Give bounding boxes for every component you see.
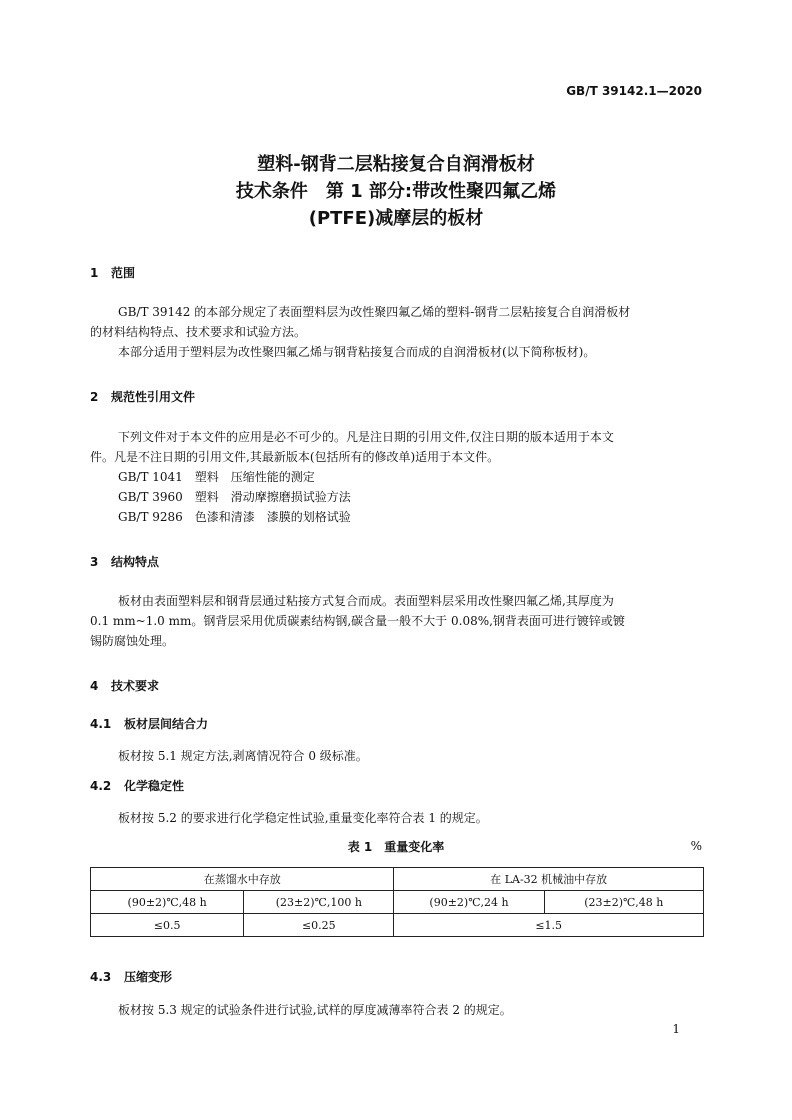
section-number: 1 xyxy=(90,266,99,280)
reference-item: GB/T 3960 塑料 滑动摩擦磨损试验方法 xyxy=(118,490,351,504)
title-line-1: 塑料-钢背二层粘接复合自润滑板材 xyxy=(257,154,535,175)
table-condition-cell: (23±2)℃,100 h xyxy=(244,891,394,914)
section-3-line-1: 板材由表面塑料层和钢背层通过粘接方式复合而成。表面塑料层采用改性聚四氟乙烯,其厚度为 xyxy=(118,594,614,608)
table-value-cell: ≤0.25 xyxy=(244,914,394,937)
table-value-cell: ≤1.5 xyxy=(394,914,704,937)
section-title: 技术要求 xyxy=(111,679,160,693)
reference-item: GB/T 9286 色漆和清漆 漆膜的划格试验 xyxy=(118,510,351,524)
table-1-caption: 表 1 重量变化率 xyxy=(347,840,445,854)
section-number: 3 xyxy=(90,555,99,569)
subsection-title: 板材层间结合力 xyxy=(124,717,209,731)
table-1-unit: % xyxy=(690,839,702,853)
section-title: 范围 xyxy=(111,266,136,280)
section-number: 4 xyxy=(90,679,99,693)
subsection-number: 4.2 xyxy=(90,779,112,793)
title-line-2: 技术条件 第 1 部分:带改性聚四氟乙烯 xyxy=(235,181,557,202)
section-3-line-3: 锡防腐蚀处理。 xyxy=(90,634,175,648)
section-1-para-2: 本部分适用于塑料层为改性聚四氟乙烯与钢背粘接复合而成的自润滑板材(以下简称板材)。 xyxy=(118,345,596,359)
table-row xyxy=(91,914,704,937)
section-title: 结构特点 xyxy=(111,555,160,569)
subsection-4-2-heading xyxy=(90,777,184,794)
section-3-line-2: 0.1 mm~1.0 mm。钢背层采用优质碳素结构钢,碳含量一般不大于 0.08%,钢背表面可进行镀锌或镀 xyxy=(90,614,625,628)
title-line-3: (PTFE)减摩层的板材 xyxy=(308,208,484,229)
subsection-4-3-text: 板材按 5.3 规定的试验条件进行试验,试样的厚度减薄率符合表 2 的规定。 xyxy=(118,1003,512,1017)
section-2-para-line-1: 下列文件对于本文件的应用是必不可少的。凡是注日期的引用文件,仅注日期的版本适用于本文 xyxy=(118,430,614,444)
table-group-header: 在 LA-32 机械油中存放 xyxy=(394,868,704,891)
table-1 xyxy=(90,867,704,937)
subsection-number: 4.3 xyxy=(90,970,112,984)
table-condition-cell: (90±2)℃,48 h xyxy=(91,891,244,914)
section-1-para-1-line-1: GB/T 39142 的本部分规定了表面塑料层为改性聚四氟乙烯的塑料-钢背二层粘接复合自润滑板材 xyxy=(118,305,631,319)
section-4-heading xyxy=(90,677,159,694)
table-value-cell: ≤0.5 xyxy=(91,914,244,937)
section-number: 2 xyxy=(90,390,99,404)
section-1-para-1-line-2: 的材料结构特点、技术要求和试验方法。 xyxy=(90,325,307,339)
reference-item: GB/T 1041 塑料 压缩性能的测定 xyxy=(118,470,315,484)
table-condition-cell: (23±2)℃,48 h xyxy=(544,891,703,914)
page-number: 1 xyxy=(672,1022,680,1036)
table-condition-cell: (90±2)℃,24 h xyxy=(394,891,544,914)
subsection-title: 化学稳定性 xyxy=(124,779,185,793)
subsection-number: 4.1 xyxy=(90,717,112,731)
table-row xyxy=(91,891,704,914)
section-1-heading xyxy=(90,264,135,281)
section-2-heading xyxy=(90,388,195,405)
section-2-para-line-2: 件。凡是不注日期的引用文件,其最新版本(包括所有的修改单)适用于本文件。 xyxy=(90,450,500,464)
subsection-4-1-text: 板材按 5.1 规定方法,剥离情况符合 0 级标准。 xyxy=(118,749,368,763)
section-3-heading xyxy=(90,553,159,570)
table-group-header: 在蒸馏水中存放 xyxy=(91,868,394,891)
subsection-4-2-text: 板材按 5.2 的要求进行化学稳定性试验,重量变化率符合表 1 的规定。 xyxy=(118,811,488,825)
subsection-title: 压缩变形 xyxy=(124,970,173,984)
subsection-4-1-heading xyxy=(90,715,208,732)
subsection-4-3-heading xyxy=(90,968,172,985)
standard-number: GB/T 39142.1—2020 xyxy=(566,84,702,98)
section-title: 规范性引用文件 xyxy=(111,390,196,404)
table-row xyxy=(91,868,704,891)
